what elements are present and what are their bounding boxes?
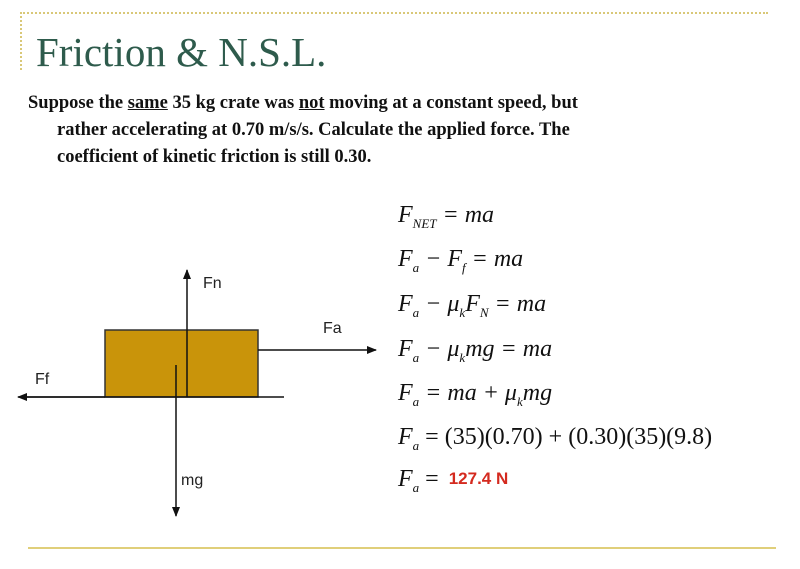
eq-subscript: a — [412, 394, 420, 409]
label-weight: mg — [181, 472, 204, 489]
emphasis-not: not — [298, 93, 325, 113]
eq-subscript: k — [459, 350, 466, 365]
eq-subscript: a — [412, 480, 420, 495]
equation-6 — [398, 424, 712, 454]
equation-1 — [398, 202, 494, 232]
eq-subscript: a — [412, 305, 420, 320]
eq-term: − μ — [425, 336, 460, 362]
eq-symbol: F — [398, 202, 413, 228]
eq-rhs: = ma — [494, 291, 547, 317]
eq-rhs: mg = ma — [465, 336, 553, 362]
eq-term: − F — [425, 246, 463, 272]
eq-term: = ma + μ — [425, 380, 517, 406]
bottom-rule — [28, 547, 776, 549]
eq-rhs: mg — [522, 380, 553, 406]
eq-subscript: NET — [412, 216, 437, 231]
eq-rhs: = (35)(0.70) + (0.30)(35)(9.8) — [425, 424, 713, 450]
eq-term: − μ — [425, 291, 460, 317]
problem-text: Suppose the — [28, 93, 128, 113]
eq-symbol: F — [398, 466, 413, 492]
equation-7 — [398, 466, 508, 496]
label-applied-force: Fa — [323, 320, 342, 337]
problem-line-2: rather accelerating at 0.70 m/s/s. Calculate the applied force. The — [57, 120, 570, 140]
eq-rhs: = ma — [471, 246, 524, 272]
eq-subscript: k — [516, 394, 523, 409]
eq-symbol: F — [398, 246, 413, 272]
answer-value: 127.4 N — [448, 469, 509, 488]
label-friction: Ff — [35, 371, 50, 388]
eq-symbol: F — [465, 291, 480, 317]
slide-title: Friction & N.S.L. — [36, 29, 327, 75]
problem-text: 35 kg crate was — [167, 93, 299, 113]
eq-symbol: F — [398, 291, 413, 317]
eq-subscript: a — [412, 438, 420, 453]
equation-4 — [398, 336, 552, 366]
emphasis-same: same — [127, 93, 168, 113]
eq-symbol: F — [398, 336, 413, 362]
crate — [105, 330, 258, 397]
eq-subscript: k — [459, 305, 466, 320]
problem-text: moving at a constant speed, but — [324, 93, 578, 113]
label-normal-force: Fn — [203, 275, 222, 292]
eq-subscript: a — [412, 260, 420, 275]
equation-5 — [398, 380, 552, 410]
eq-symbol: F — [398, 380, 413, 406]
equation-3 — [398, 291, 546, 321]
eq-subscript: f — [462, 260, 466, 275]
problem-line-3: coefficient of kinetic friction is still 0.30. — [57, 147, 372, 167]
equation-2 — [398, 246, 523, 276]
eq-rhs: = ma — [442, 202, 495, 228]
eq-rhs: = — [425, 466, 439, 492]
eq-subscript: a — [412, 350, 420, 365]
eq-subscript: N — [479, 305, 489, 320]
eq-symbol: F — [398, 424, 413, 450]
